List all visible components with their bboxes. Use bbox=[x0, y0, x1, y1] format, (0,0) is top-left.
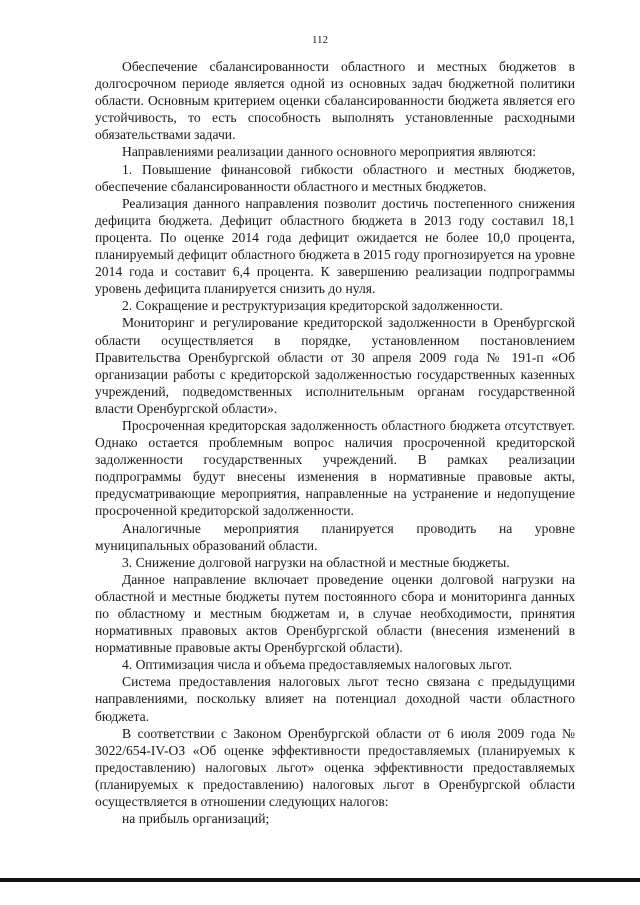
paragraph: Обеспечение сбалансированности областного и местных бюджетов в долгосрочном периоде является одной из основных задач бюджетной политики области. Основным критерием оценки сбалансированности бюджета является его устойчивость, то есть способность выполнять установленные расходными обязательствами задачи. bbox=[95, 59, 575, 143]
paragraph: Направлениями реализации данного основного мероприятия являются: bbox=[122, 144, 537, 160]
paragraph: Данное направление включает проведение оценки долговой нагрузки на областной и местные бюджеты путем постоянного сбора и мониторинга данных по областному и местным бюджетам и, в случае необходимости, принятия нормативных правовых актов Оренбургской области (внесения изменений в нормативные правовые акты Оренбургской области). bbox=[95, 571, 575, 656]
paragraph: Мониторинг и регулирование кредиторской задолженности в Оренбургской области осуществляется в порядке, установленном постановлением Правительства Оренбургской области от 30 апреля 2009 года № 191-п «Об организации работы с кредиторской задолженностью государственных казенных учреждений, подведомственных исполнительным органам государственной власти Оренбургской области». bbox=[95, 315, 575, 416]
document-body bbox=[95, 58, 575, 827]
paragraph: Система предоставления налоговых льгот тесно связана с предыдущими направлениями, поскольку влияет на потенциал доходной части областного бюджета. bbox=[95, 674, 575, 724]
paragraph: В соответствии с Законом Оренбургской области от 6 июля 2009 года № 3022/654-IV-ОЗ «Об оценке эффективности предоставляемых (планируемых к предоставлению) налоговых льгот» оценка эффективности предоставляемых (планируемых к предоставлению) налоговых льгот в Оренбургской области осуществляется в отношении следующих налогов: bbox=[95, 725, 575, 810]
page-number: 112 bbox=[311, 34, 329, 46]
paragraph: 3. Снижение долговой нагрузки на областной и местные бюджеты. bbox=[122, 554, 510, 570]
page-bottom-rule bbox=[0, 878, 640, 882]
paragraph: Аналогичные мероприятия планируется проводить на уровне муниципальных образований области. bbox=[95, 520, 575, 553]
paragraph: 4. Оптимизация числа и объема предоставляемых налоговых льгот. bbox=[122, 657, 513, 673]
paragraph: Реализация данного направления позволит достичь постепенного снижения дефицита бюджета. Дефицит областного бюджета в 2013 году составил 18,1 процента. По оценке 2014 года дефицит ожидается не более 10,0 процента, планируемый дефицит областного бюджета в 2015 году прогнозируется на уровне 2014 года и составит 6,4 процента. К завершению реализации подпрограммы уровень дефицита планируется снизить до нуля. bbox=[95, 195, 575, 297]
paragraph: Просроченная кредиторская задолженность областного бюджета отсутствует. Однако остается проблемным вопрос наличия просроченной кредиторской задолженности государственных учреждений. В рамках реализации подпрограммы будут внесены изменения в нормативные правовые акты, предусматривающие мероприятия, направленные на устранение и недопущение просроченной кредиторской задолженности. bbox=[95, 417, 575, 519]
paragraph: 1. Повышение финансовой гибкости областного и местных бюджетов, обеспечение сбалансированности областного и местных бюджетов. bbox=[95, 161, 575, 194]
paragraph: на прибыль организаций; bbox=[122, 811, 270, 827]
paragraph: 2. Сокращение и реструктуризация кредиторской задолженности. bbox=[122, 298, 503, 314]
